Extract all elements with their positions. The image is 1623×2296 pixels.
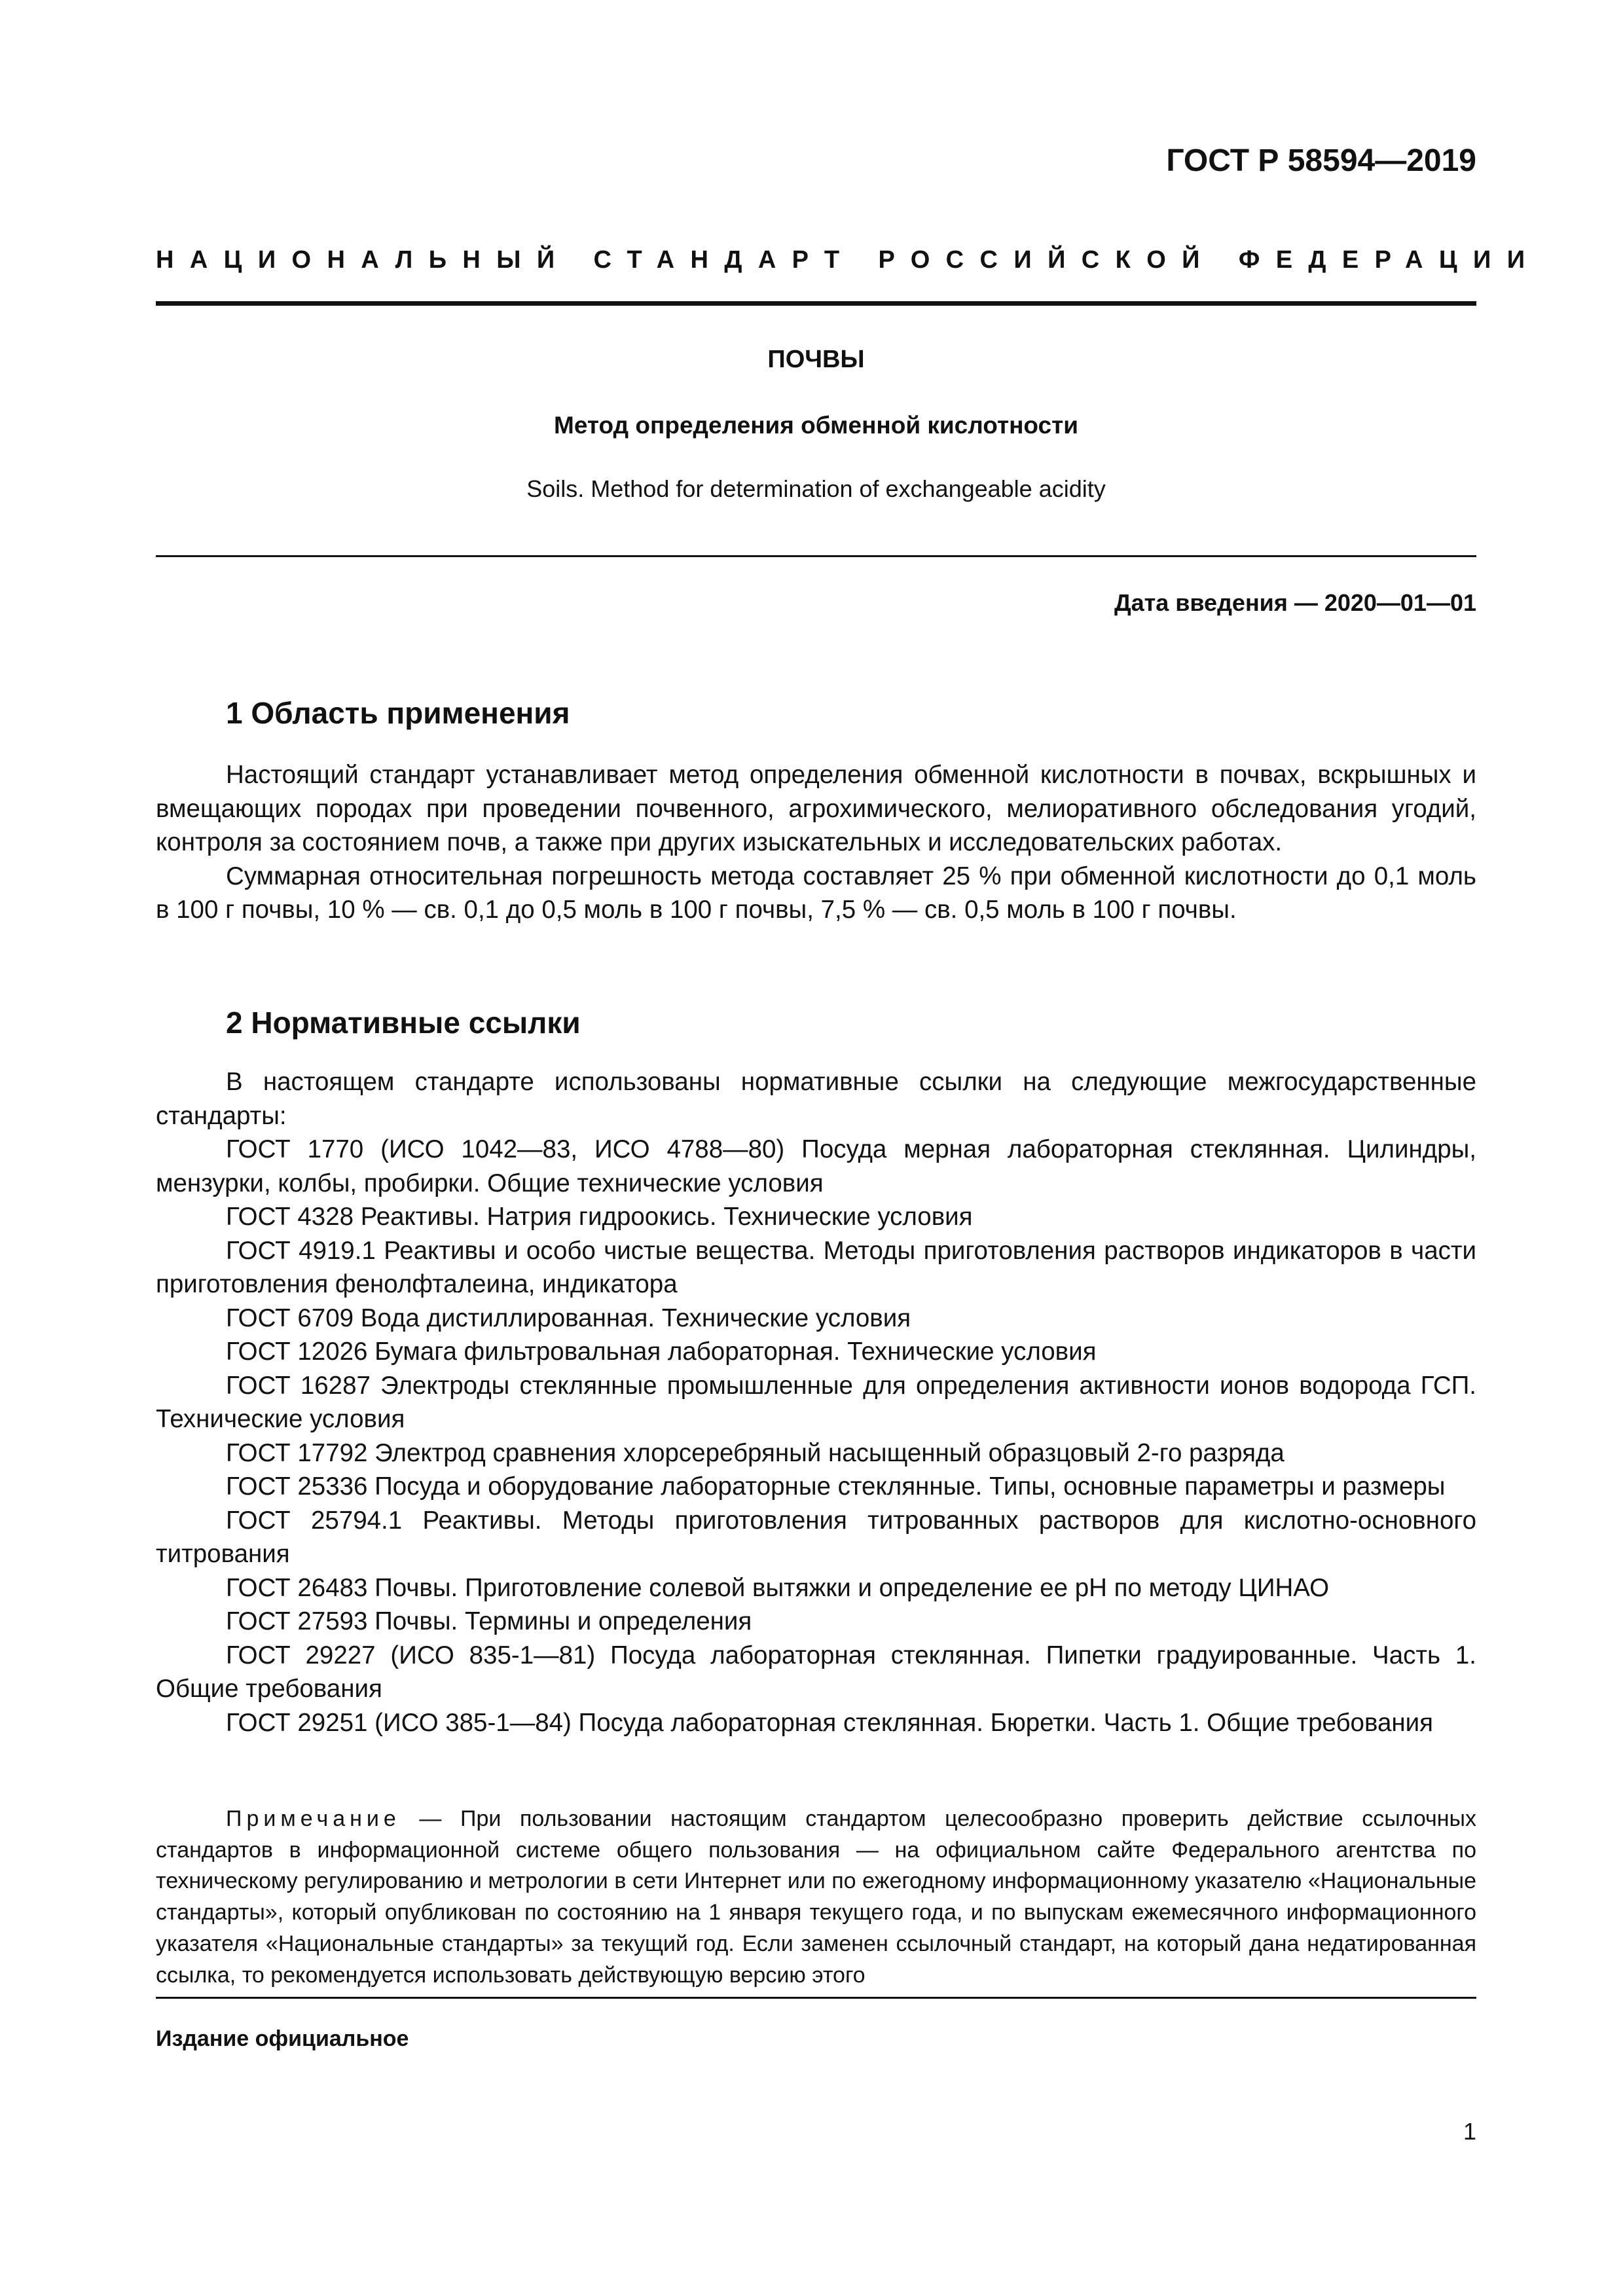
reference-item: ГОСТ 12026 Бумага фильтровальная лабораторная. Технические условия <box>226 1338 1097 1366</box>
section-1-paragraph: Настоящий стандарт устанавливает метод определения обменной кислотности в почвах, вскрышных и вмещающих породах при проведении почвенного, агрохимического, мелиоративного обследования угодий, контроля за состоянием почв, а также при других изыскательных и исследовательских работах. <box>156 761 1476 856</box>
title-divider <box>156 555 1476 557</box>
reference-item: ГОСТ 25336 Посуда и оборудование лабораторные стеклянные. Типы, основные параметры и размеры <box>226 1472 1446 1501</box>
reference-item: ГОСТ 4328 Реактивы. Натрия гидроокись. Технические условия <box>226 1203 973 1231</box>
document-number: ГОСТ Р 58594—2019 <box>1166 143 1476 178</box>
section-1-paragraph: Суммарная относительная погрешность метода составляет 25 % при обменной кислотности до 0,1 моль в 100 г почвы, 10 % — св. 0,1 до 0,5 моль в 100 г почвы, 7,5 % — св. 0,5 моль в 100 г почвы. <box>156 862 1476 924</box>
section-2-heading: 2 Нормативные ссылки <box>226 1006 581 1040</box>
document-subtitle: Метод определения обменной кислотности <box>554 412 1078 439</box>
section-1-heading: 1 Область применения <box>226 696 570 730</box>
reference-item: ГОСТ 16287 Электроды стеклянные промышленные для определения активности ионов водорода ГСП. Технические условия <box>156 1371 1476 1433</box>
header-divider <box>156 301 1476 306</box>
footer-divider <box>156 1997 1476 1999</box>
document-title: ПОЧВЫ <box>767 346 865 373</box>
national-standard-banner: НАЦИОНАЛЬНЫЙ СТАНДАРТ РОССИЙСКОЙ ФЕДЕРАЦИИ <box>156 246 1541 274</box>
reference-item: ГОСТ 6709 Вода дистиллированная. Технические условия <box>226 1303 911 1332</box>
reference-item: ГОСТ 4919.1 Реактивы и особо чистые вещества. Методы приготовления растворов индикаторов в части приготовления фенолфталеина, индикатора <box>156 1236 1476 1298</box>
page-number: 1 <box>1463 2118 1476 2145</box>
reference-item: ГОСТ 26483 Почвы. Приготовление солевой вытяжки и определение ее pH по методу ЦИНАО <box>226 1573 1330 1602</box>
note-paragraph <box>156 1804 1476 1991</box>
note-text: — При пользовании настоящим стандартом целесообразно проверить действие ссылочных стандартов в информационной системе общего пользования — на официальном сайте Федерального агентства по техническому регулированию и метрологии в сети Интернет или по ежегодному информационному указателю «Национальные стандарты», который опубликован по состоянию на 1 января текущего года, и по выпускам ежемесячного информационного указателя «Национальные стандарты» за текущий год. Если заменен ссылочный стандарт, на который дана недатированная ссылка, то рекомендуется использовать действующую версию этого <box>156 1806 1476 1988</box>
note-label: Примечание <box>226 1806 401 1831</box>
section-2-body <box>156 1065 1476 1740</box>
reference-item: ГОСТ 1770 (ИСО 1042—83, ИСО 4788—80) Посуда мерная лабораторная стеклянная. Цилиндры, мензурки, колбы, пробирки. Общие технические условия <box>156 1135 1476 1197</box>
reference-item: ГОСТ 27593 Почвы. Термины и определения <box>226 1607 752 1635</box>
edition-label: Издание официальное <box>156 2026 409 2051</box>
reference-item: ГОСТ 25794.1 Реактивы. Методы приготовления титрованных растворов для кислотно-основного титрования <box>156 1506 1476 1568</box>
note-block <box>156 1804 1476 1991</box>
reference-item: ГОСТ 29251 (ИСО 385-1—84) Посуда лабораторная стеклянная. Бюретки. Часть 1. Общие требования <box>226 1708 1433 1737</box>
section-1-body <box>156 758 1476 927</box>
reference-item: ГОСТ 17792 Электрод сравнения хлорсеребряный насыщенный образцовый 2-го разряда <box>226 1438 1285 1467</box>
introduction-date: Дата введения — 2020—01—01 <box>1114 589 1476 616</box>
english-title: Soils. Method for determination of exchangeable acidity <box>526 475 1106 502</box>
reference-item: ГОСТ 29227 (ИСО 835-1—81) Посуда лабораторная стеклянная. Пипетки градуированные. Часть 1. Общие требования <box>156 1641 1476 1703</box>
section-2-intro: В настоящем стандарте использованы нормативные ссылки на следующие межгосударственные стандарты: <box>156 1068 1476 1130</box>
